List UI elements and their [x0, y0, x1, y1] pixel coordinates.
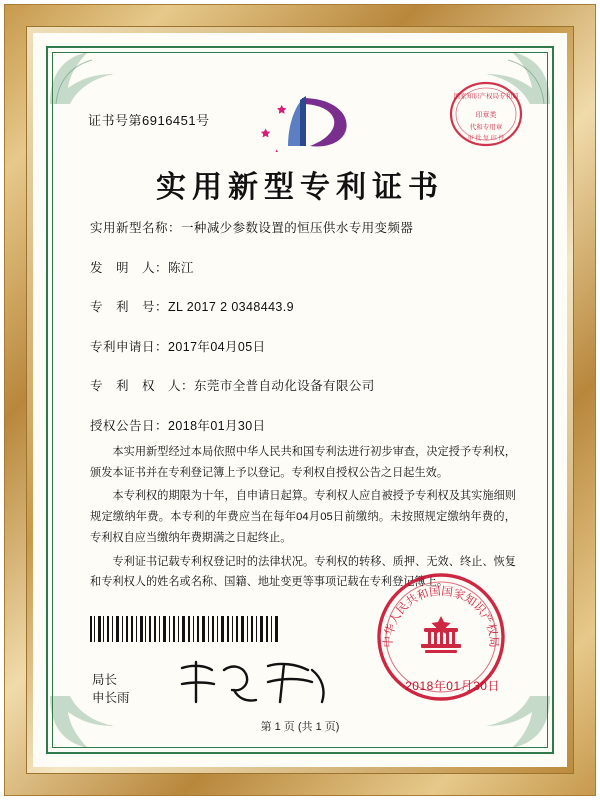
field-label: 专 利 权 人：: [90, 379, 195, 393]
office-seal-top-icon: [448, 76, 524, 152]
signature-label: [92, 671, 130, 709]
signature-label-line1: 局长: [92, 672, 118, 687]
paragraph: 本实用新型经过本局依照中华人民共和国专利法进行初步审查，决定授予专利权，颁发本证书并在专利登记簿上予以登记。专利权自授权公告之日起生效。: [90, 446, 516, 479]
svg-text:中华人民共和国国家知识产权局: 中华人民共和国国家知识产权局: [382, 585, 500, 648]
field-value: 东莞市全普自动化设备有限公司: [194, 379, 375, 393]
field-row: [90, 301, 518, 314]
field-row: [90, 420, 518, 433]
field-value: 2017年04月05日: [168, 339, 266, 354]
certificate-number: 证书号第6916451号: [88, 113, 210, 128]
field-label: 专 利 号：: [90, 300, 169, 314]
svg-text:审 批 复 印 件: 审 批 复 印 件: [467, 136, 505, 142]
signature-label-line2: 申长雨: [92, 691, 130, 706]
barcode-icon: [90, 616, 280, 642]
svg-text:印章类: 印章类: [475, 112, 497, 119]
patent-office-logo-icon: [242, 90, 358, 152]
field-value: 陈江: [168, 260, 194, 275]
field-list: [90, 222, 518, 459]
page-title: 实用新型专利证书: [156, 171, 444, 204]
field-value: 2018年01月30日: [168, 418, 266, 433]
field-label: 授权公告日：: [90, 418, 169, 433]
svg-text:代和专用章: 代和专用章: [469, 124, 503, 131]
seal-date: 2018年01月30日: [405, 679, 500, 693]
field-label: 发 明 人：: [90, 260, 169, 275]
page-footer: 第 1 页 (共 1 页): [260, 721, 340, 733]
paragraph: 专利证书记载专利权登记时的法律状况。专利权的转移、质押、无效、终止、恢复和专利权人的姓名或名称、国籍、地址变更等事项记载在专利登记簿上。: [90, 555, 516, 589]
field-row: [90, 380, 518, 393]
certificate-content: [62, 62, 538, 738]
field-row: [90, 222, 518, 235]
svg-text:国家知识产权局专利局: 国家知识产权局专利局: [453, 93, 519, 100]
field-row: [90, 341, 518, 354]
field-value: 一种减少参数设置的恒压供水专用变频器: [181, 221, 414, 235]
field-label: 实用新型名称：: [90, 221, 182, 235]
field-value: ZL 2017 2 0348443.9: [168, 300, 295, 314]
field-label: 专利申请日：: [90, 339, 169, 354]
handwritten-signature-icon: [172, 656, 342, 712]
field-row: [90, 262, 518, 275]
paragraph: 本专利权的期限为十年，自申请日起算。专利权人应自被授予专利权及其实施细则规定缴纳年费。本专利的年费应当在每年04月05日前缴纳。未按照规定缴纳年费的，专利权自应当缴纳年费期满之日起终止。: [90, 490, 516, 544]
